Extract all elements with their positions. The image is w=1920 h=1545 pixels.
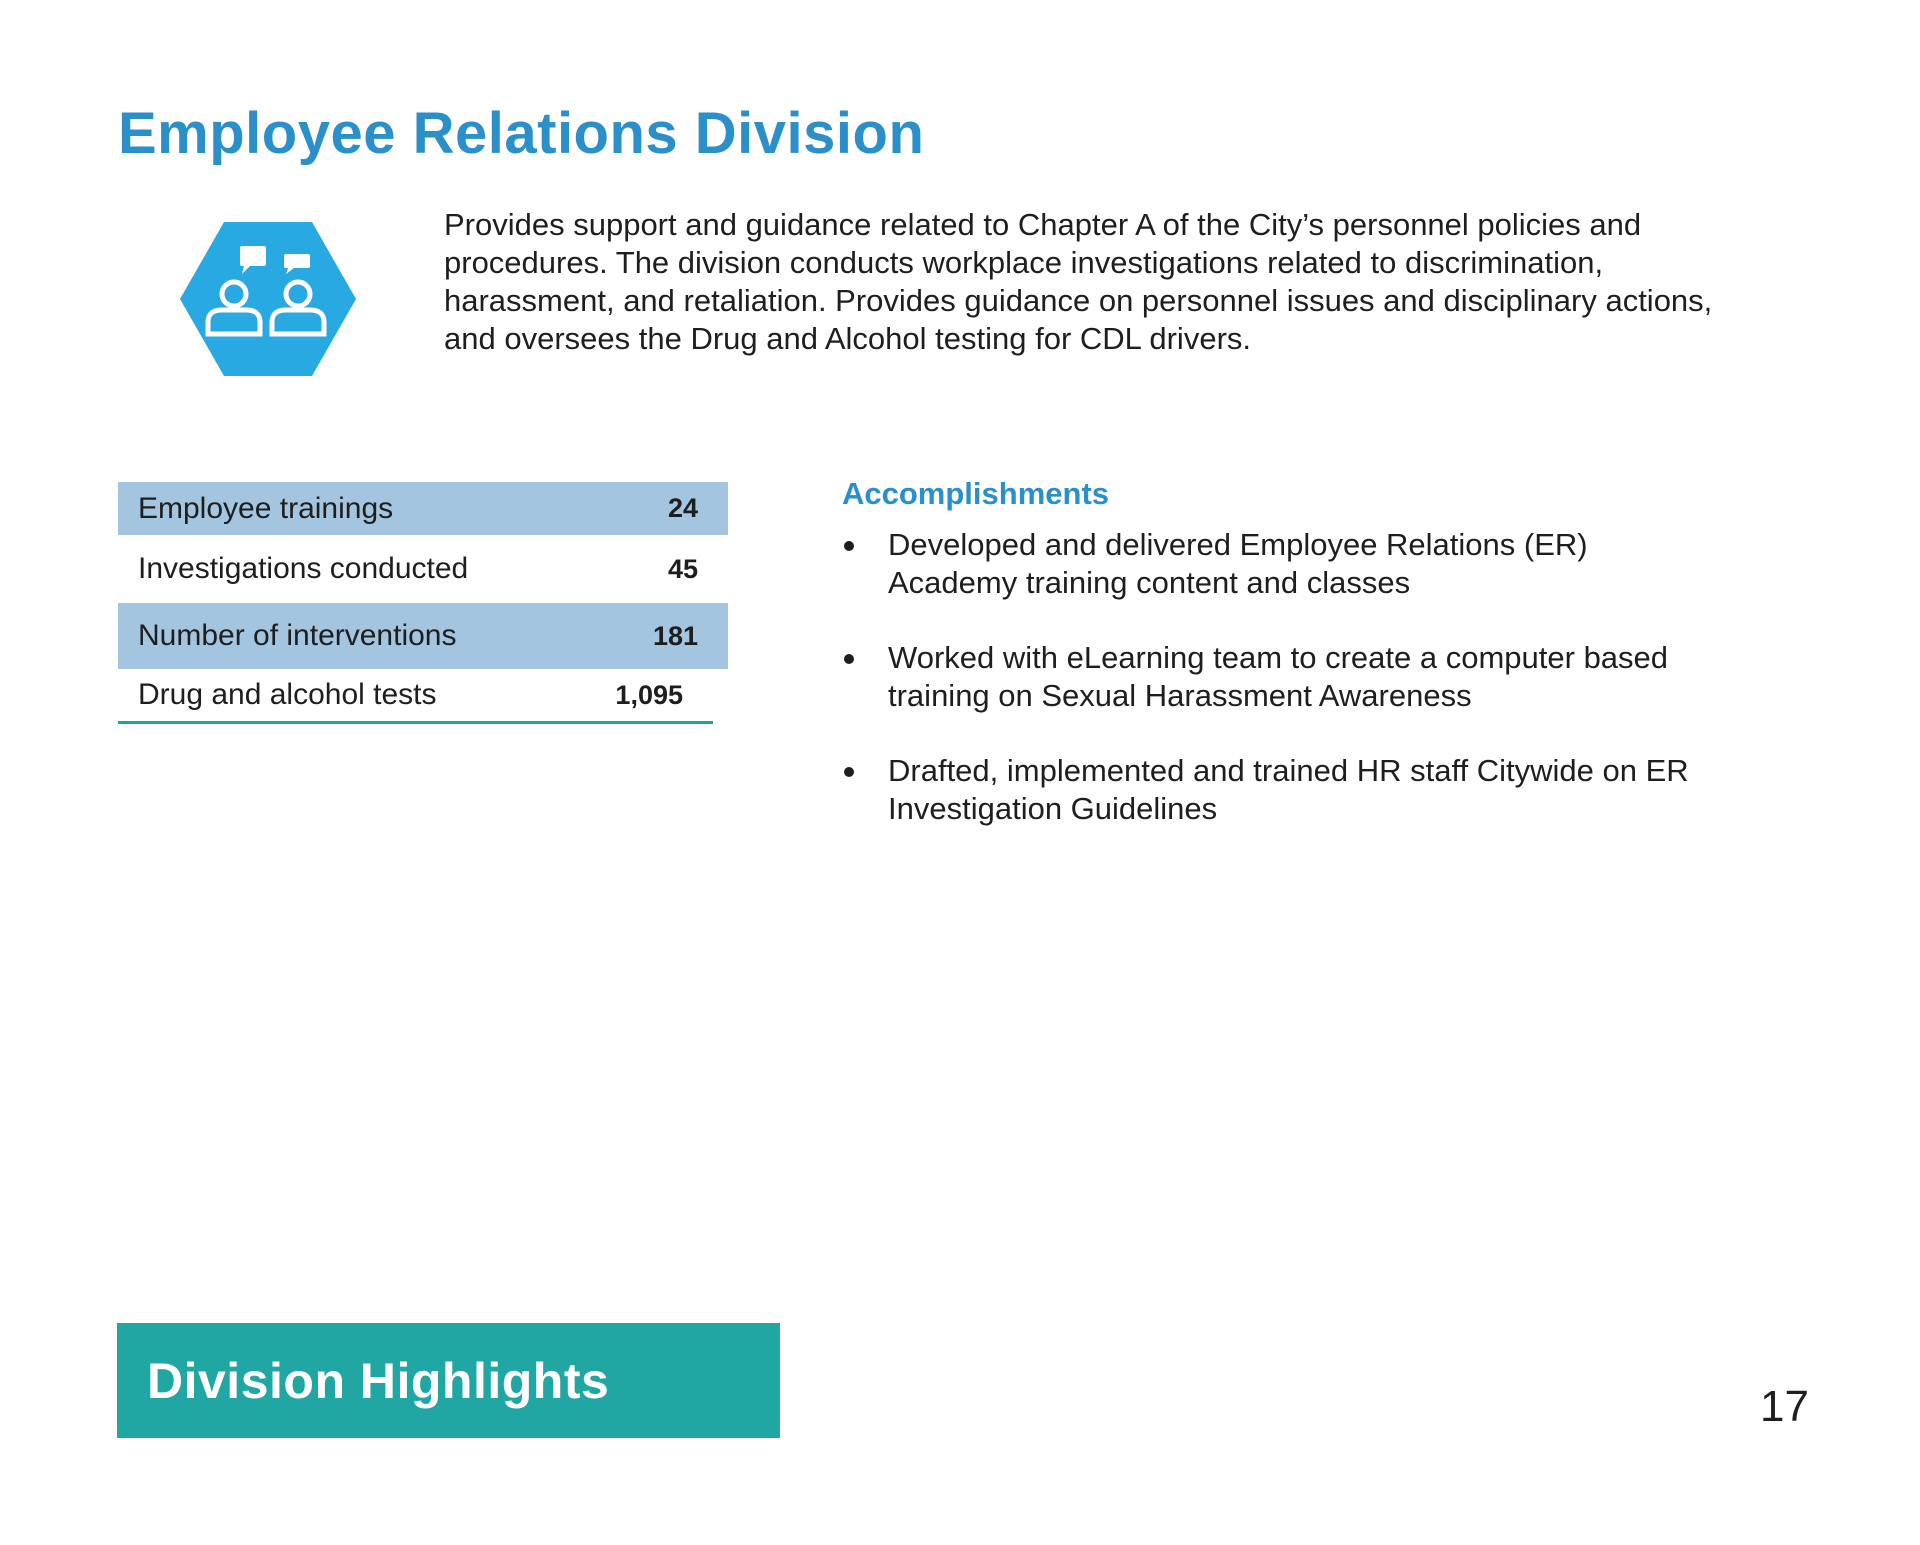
stat-label: Investigations conducted	[138, 552, 469, 585]
stat-row	[118, 482, 728, 535]
stat-row	[118, 535, 728, 603]
division-description: Provides support and guidance related to Chapter A of the City’s personnel policies and procedures. The division conducts workplace investigations related to discrimination, harassment, and retaliation. Provides guidance on personnel issues and disciplinary actions, and oversees the Drug and Alcohol testing for CDL drivers.	[444, 207, 1713, 356]
banner-label: Division Highlights	[147, 1352, 610, 1409]
stat-label: Drug and alcohol tests	[138, 678, 437, 711]
stat-value: 1,095	[615, 679, 683, 710]
bullet-icon	[844, 767, 854, 777]
stat-label: Number of interventions	[138, 619, 457, 652]
page-title: Employee Relations Division	[118, 101, 925, 166]
accomplishments-heading: Accomplishments	[842, 476, 1110, 511]
list-item	[842, 752, 1722, 828]
stat-value: 181	[652, 620, 698, 651]
stat-value: 45	[667, 553, 698, 584]
list-item	[842, 639, 1722, 715]
bullet-icon	[844, 541, 854, 551]
accomplishments-list	[842, 526, 1722, 865]
stat-value: 24	[667, 493, 698, 523]
accomplishment-text: Drafted, implemented and trained HR staff Citywide on ER Investigation Guidelines	[888, 753, 1689, 826]
stat-row	[118, 669, 713, 724]
accomplishment-text: Developed and delivered Employee Relations (ER) Academy training content and classes	[888, 527, 1588, 600]
bullet-icon	[844, 654, 854, 664]
stat-row	[118, 603, 728, 669]
stats-table	[118, 482, 728, 724]
people-conversation-icon	[180, 222, 356, 376]
stat-label: Employee trainings	[138, 491, 394, 525]
page-number: 17	[1760, 1382, 1809, 1431]
division-highlights-banner	[117, 1323, 780, 1438]
list-item	[842, 526, 1722, 602]
accomplishment-text: Worked with eLearning team to create a computer based training on Sexual Harassment Awareness	[888, 640, 1669, 713]
